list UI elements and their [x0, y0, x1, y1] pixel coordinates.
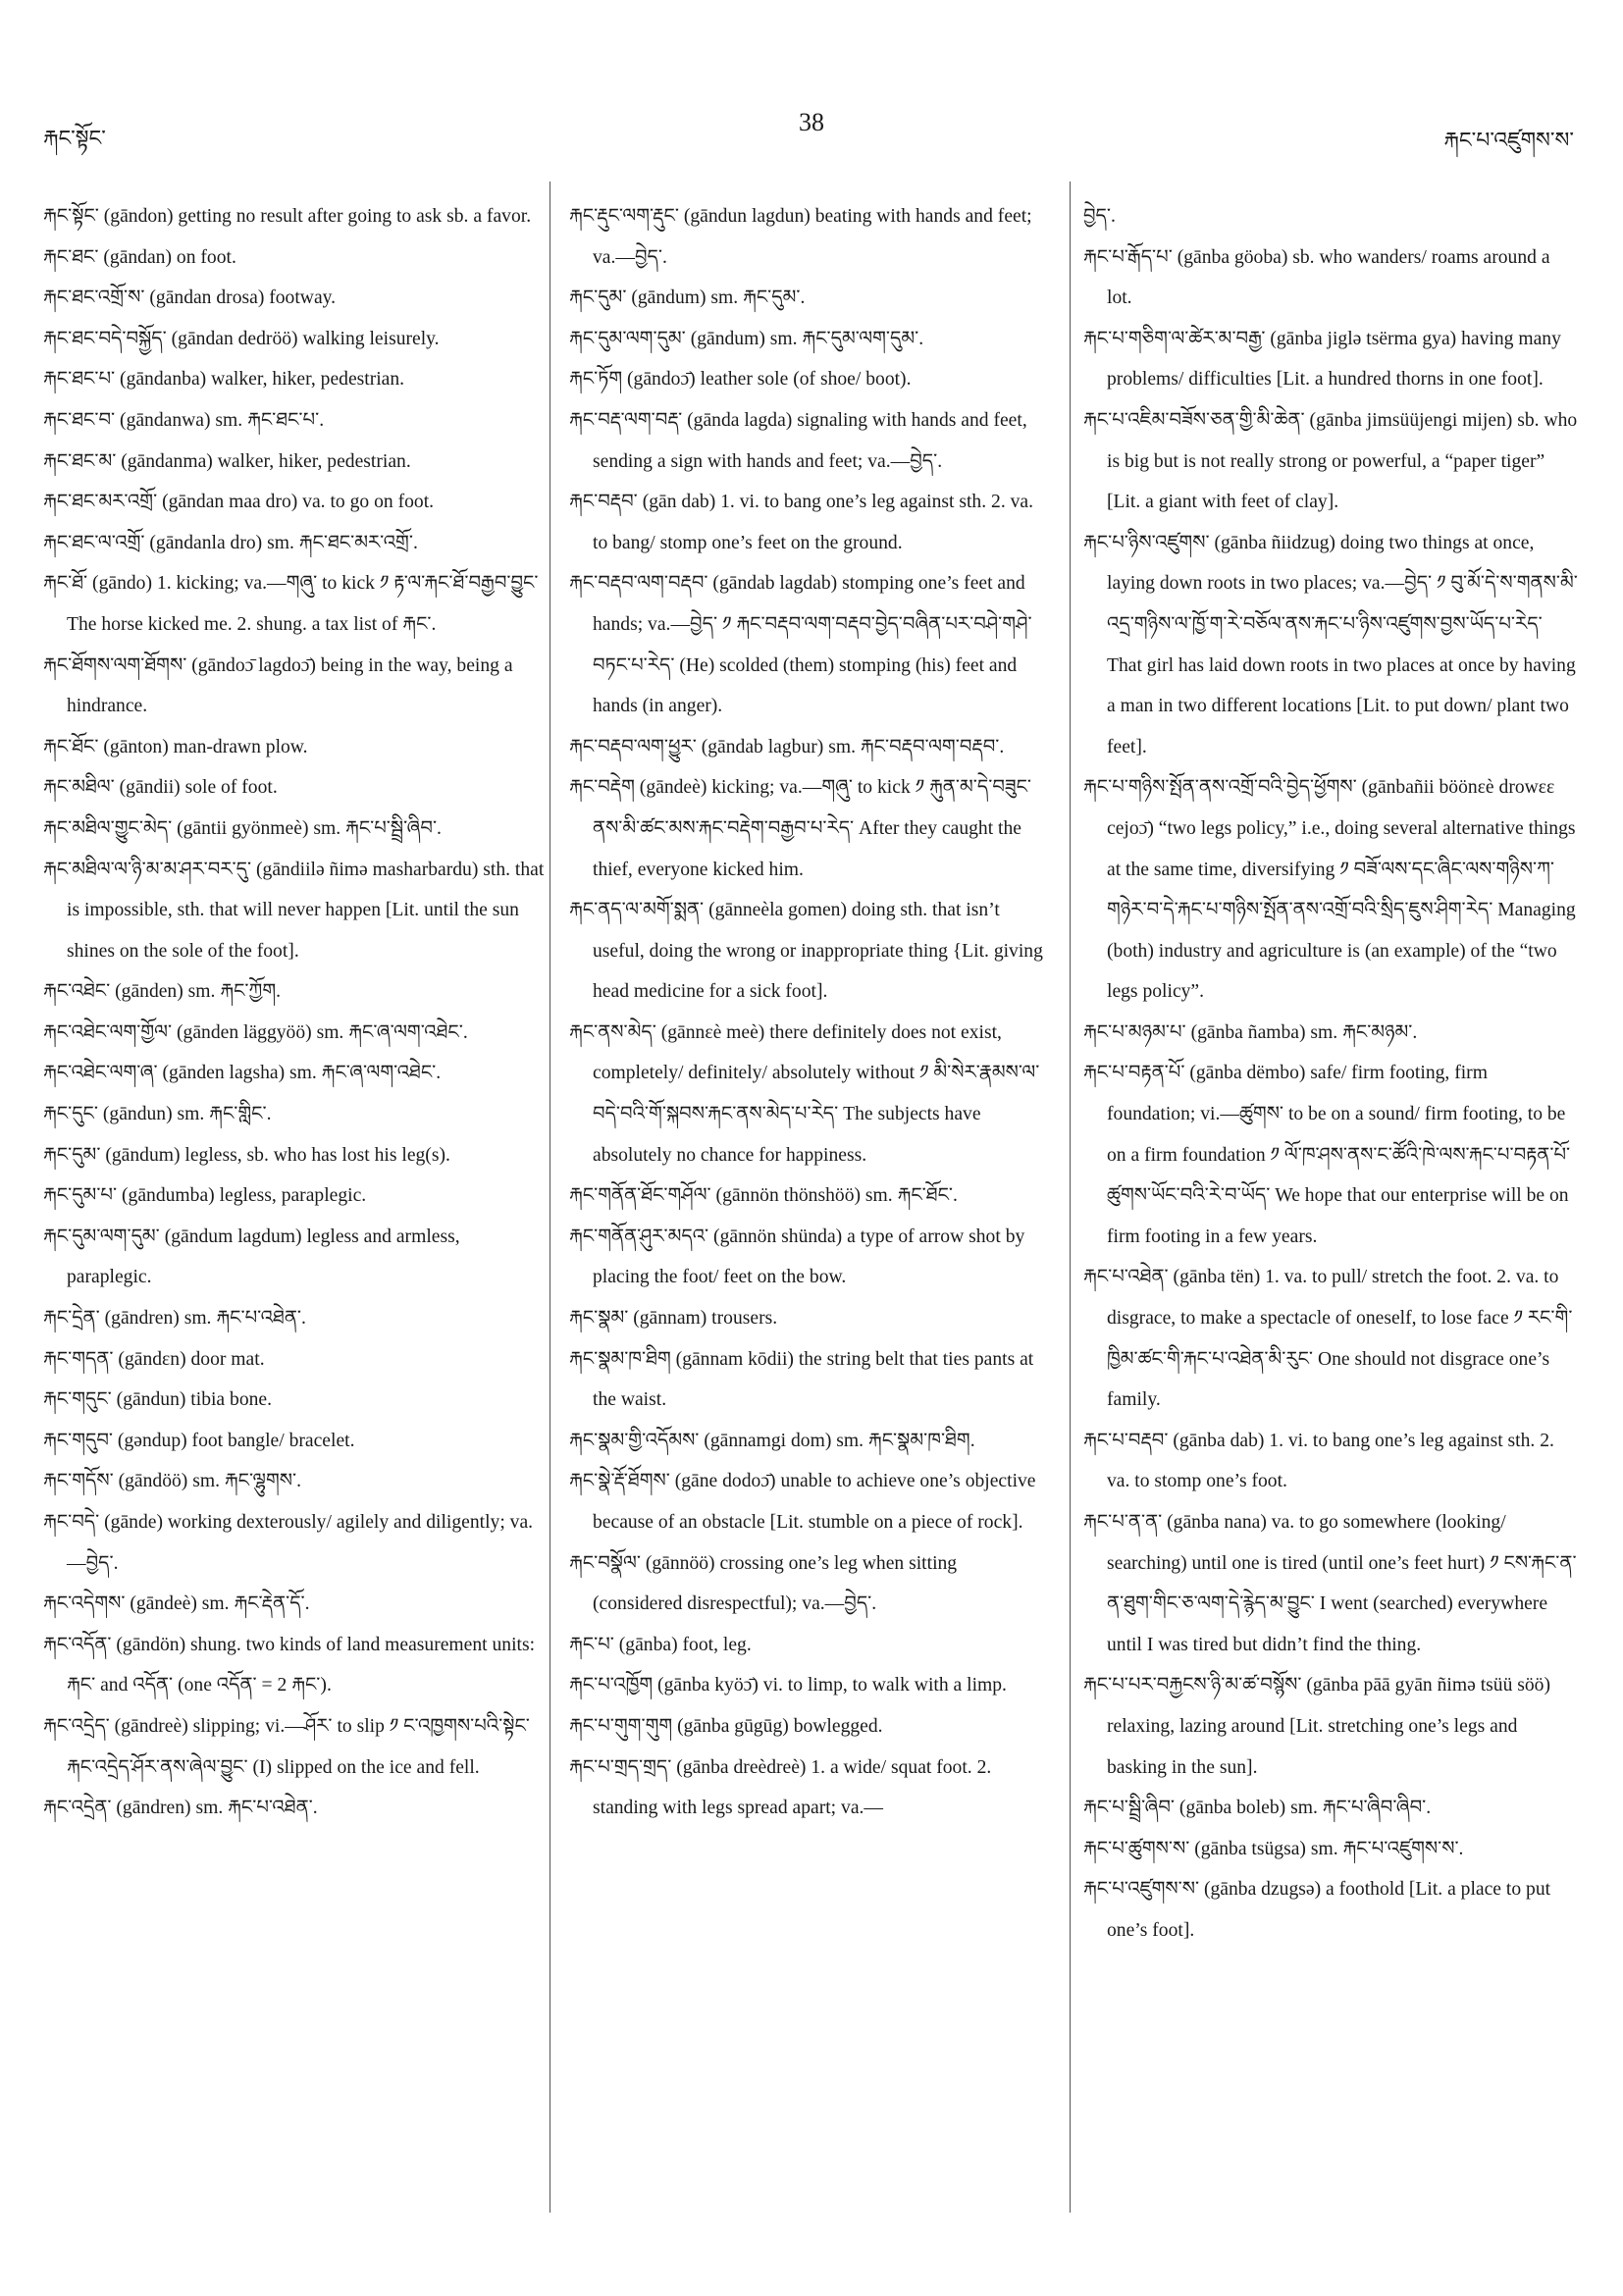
dictionary-entry: རྐང་པ་ན་ན་ (gānba nana) va. to go somewhere (looking/ searching) until one is tired (until one’s feet hurt) ༡ ངས་རྐང་ན་ན་ཐུག་གིང་ཅ་ལག་དེ་རྙེད་མ་བྱུང་ I went (searched) everywhere until I was tired but didn’t find the thing. — [1083, 1512, 1577, 1655]
dictionary-entry: རྐང་དུམ་ (gāndum) sm. རྐང་དུམ་. — [569, 287, 806, 309]
dictionary-entry: བྱེད་. — [1083, 206, 1116, 227]
dictionary-entry: རྐང་འཐེང་ལག་ཞ་ (gānden lagsha) sm. རྐང་ཞ་ལག་འཐེང་. — [43, 1063, 442, 1084]
dictionary-entry: རྐང་གདོས་ (gāndöö) sm. རྐང་ལྷུགས་. — [43, 1471, 301, 1492]
dictionary-entry: རྐང་གདུང་ (gāndun) tibia bone. — [43, 1389, 273, 1411]
dictionary-entry: རྐང་སྣེ་རྡོ་ཐོགས་ (gāne dodoɔ̄) unable to achieve one’s objective because of an obstacle [Lit. stumble on a piece of rock]. — [569, 1471, 1036, 1533]
dictionary-entry: རྐང་པ་འཁྱོག (gānba kyöɔ̄) vi. to limp, to walk with a limp. — [569, 1675, 1007, 1696]
dictionary-entry: རྐང་ཐང་བདེ་བསྐྱོད་ (gāndan dedröö) walking leisurely. — [43, 328, 440, 349]
dictionary-entry: རྐང་བརྡ་ལག་བརྡ་ (gānda lagda) signaling with hands and feet, sending a sign with hands and feet; va.—བྱེད་. — [569, 409, 1027, 472]
dictionary-entry: རྐང་གདུབ་ (gəndup) foot bangle/ bracelet. — [43, 1430, 355, 1451]
dictionary-entry: རྐང་དུང་ (gāndun) sm. རྐང་གླིང་. — [43, 1104, 272, 1125]
dictionary-entry: རྐང་དྲེན་ (gāndren) sm. རྐང་པ་འཐེན་. — [43, 1308, 306, 1330]
dictionary-entry: རྐང་པ་ཚུགས་ས་ (gānba tsügsa) sm. རྐང་པ་འཛུགས་ས་. — [1083, 1838, 1464, 1859]
dictionary-entry: རྐང་བདེ་ (gānde) working dexterously/ agilely and diligently; va.—བྱེད་. — [43, 1512, 534, 1574]
dictionary-entry: རྐང་བརྡེག (gāndeè) kicking; va.—གཞུ་ to kick ༡ རྐུན་མ་དེ་བཟུང་ནས་མི་ཚང་མས་རྐང་བརྡེག་བརྒྱབ་པ་རེད་ After they caught the thief, everyone kicked him. — [569, 777, 1032, 880]
dictionary-entry: རྐང་སྣམ་ཁ་ཐིག (gānnam kōdii) the string belt that ties pants at the waist. — [569, 1348, 1034, 1411]
dictionary-entry: རྐང་མཐིལ་ལ་ཉི་མ་མ་ཤར་བར་དུ་ (gāndiilə ñimə masharbardu) sth. that is impossible, sth. that will never happen [Lit. until the sun shines on the sole of the foot]. — [43, 859, 545, 962]
dictionary-entry: རྐང་འདེགས་ (gāndeè) sm. རྐང་རྡེན་དོ་. — [43, 1593, 310, 1615]
dictionary-entry: རྐང་དུམ་ལག་དུམ་ (gāndum lagdum) legless and armless, paraplegic. — [43, 1226, 460, 1288]
dictionary-entry: རྐང་པ་གྲད་གྲད་ (gānba dreèdreè) 1. a wide/ squat foot. 2. standing with legs spread apart; va.— — [569, 1756, 992, 1819]
dictionary-entry: རྐང་པ་འཇིམ་བཟོས་ཅན་གྱི་མི་ཆེན་ (gānba jimsüüjengi mijen) sb. who is big but is not really strong or powerful, a “paper tiger” [Lit. a giant with feet of clay]. — [1083, 409, 1578, 513]
dictionary-entry: རྐང་ཐང་མར་འགྲོ་ (gāndan maa dro) va. to go on foot. — [43, 492, 435, 513]
dictionary-entry: རྐང་བརྡབ་ལག་ཕྱུར་ (gāndab lagbur) sm. རྐང་བརྡབ་ལག་བརྡབ་. — [569, 736, 1005, 757]
column-2 — [569, 196, 1045, 2267]
dictionary-entry: རྐང་ནས་མེད་ (gānnɛè meè) there definitely does not exist, completely/ definitely/ absolutely without ༡ མི་སེར་རྣམས་ལ་བདེ་བའི་གོ་སྐབས་རྐང་ནས་མེད་པ་རེད་ The subjects have absolutely no chance for happiness. — [569, 1021, 1040, 1166]
dictionary-entry: རྐང་ཐང་ (gāndan) on foot. — [43, 246, 236, 268]
dictionary-entry: རྐང་པ་གཅིག་ལ་ཚེར་མ་བརྒྱ་ (gānba jiglə tsërma gya) having many problems/ difficulties [Lit. a hundred thorns in one foot]. — [1083, 328, 1561, 391]
dictionary-entry: རྐང་ཐང་འགྲོ་ས་ (gāndan drosa) footway. — [43, 287, 337, 309]
column-1 — [43, 196, 546, 2267]
dictionary-entry: རྐང་པ་བརྡབ་ (gānba dab) 1. vi. to bang one’s leg against sth. 2. va. to stomp one’s foot. — [1083, 1430, 1554, 1492]
dictionary-entry: རྐང་བརྡབ་ (gān dab) 1. vi. to bang one’s leg against sth. 2. va. to bang/ stomp one’s feet on the ground. — [569, 492, 1034, 553]
dictionary-entry: རྐང་བསྣོལ་ (gānnöö) crossing one’s leg when sitting (considered disrespectful); va.—བྱེད་. — [569, 1552, 958, 1615]
dictionary-entry: རྐང་ཐོགས་ལག་ཐོགས་ (gāndoɔ̄ lagdoɔ̄) being in the way, being a hindrance. — [43, 654, 513, 717]
dictionary-entry: རྐང་ཐང་མ་ (gāndanma) walker, hiker, pedestrian. — [43, 450, 411, 472]
dictionary-entry: རྐང་པ་སྦྲི་ཞིབ་ (gānba boleb) sm. རྐང་པ་ཞིབ་ཞིབ་. — [1083, 1798, 1432, 1819]
dictionary-entry: རྐང་ནད་ལ་མགོ་སྨན་ (gānneèla gomen) doing sth. that isn’t useful, doing the wrong or inappropriate thing {Lit. giving head medicine for a sick foot]. — [569, 900, 1043, 1003]
dictionary-entry: རྐང་འཐེང་ལག་གྱོལ་ (gānden läggyöö) sm. རྐང་ཞ་ལག་འཐེང་. — [43, 1021, 468, 1043]
column-divider — [1070, 182, 1071, 2213]
dictionary-entry: རྐང་འདྲེན་ (gāndren) sm. རྐང་པ་འཐེན་. — [43, 1798, 318, 1819]
dictionary-entry: རྐང་པ་ཉིས་འཛུགས་ (gānba ñiidzug) doing two things at once, laying down roots in two places; va.—བྱེད་ ༡ བུ་མོ་དེ་ས་གནས་མི་འདྲ་གཉིས་ལ་ཁྱོ་ག་རེ་བཅོལ་ནས་རྐང་པ་ཉིས་འཛུགས་བྱས་ཡོད་པ་རེད་ That girl has laid down roots in two places at once by having a man in two different locations [Lit. to put down/ plant two feet]. — [1083, 532, 1578, 757]
dictionary-entry: རྐང་སྣམ་གྱི་འདོམས་ (gānnamgi dom) sm. རྐང་སྣམ་ཁ་ཐིག. — [569, 1430, 975, 1451]
dictionary-entry: རྐང་པ་རྒོད་པ་ (gānba göoba) sb. who wanders/ roams around a lot. — [1083, 246, 1550, 309]
dictionary-entry: རྐང་མཐིལ་ (gāndii) sole of foot. — [43, 777, 278, 799]
dictionary-entry: རྐང་གནོན་ཤུར་མདའ་ (gānnön shünda) a type of arrow shot by placing the foot/ feet on the bow. — [569, 1226, 1025, 1288]
dictionary-entry: རྐང་ཐང་ལ་འགྲོ་ (gāndanla dro) sm. རྐང་ཐང་མར་འགྲོ་. — [43, 532, 418, 553]
dictionary-entry: རྐང་པ་མཉམ་པ་ (gānba ñamba) sm. རྐང་མཉམ་. — [1083, 1021, 1418, 1043]
dictionary-entry: རྐང་པ་འཛུགས་ས་ (gānba dzugsə) a foothold [Lit. a place to put one’s foot]. — [1083, 1879, 1551, 1941]
dictionary-entry: རྐང་སྟོང་ (gāndon) getting no result after going to ask sb. a favor. — [43, 206, 532, 227]
dictionary-entry: རྐང་པ་པར་བརྐྱངས་ཉི་མ་ཚ་བསྙོས་ (gānba pāā gyān ñimə tsüü söö) relaxing, lazing around [Lit. stretching one’s legs and basking in the sun]. — [1083, 1675, 1551, 1778]
page-number: 38 — [799, 108, 824, 136]
dictionary-entry: རྐང་དུམ་ལག་དུམ་ (gāndum) sm. རྐང་དུམ་ལག་དུམ་. — [569, 328, 924, 349]
dictionary-entry: རྐང་པ་འཐེན་ (gānba tën) 1. va. to pull/ stretch the foot. 2. va. to disgrace, to make a spectacle of oneself, to lose face ༡ རང་གི་ཁྱིམ་ཚང་གི་རྐང་པ་འཐེན་མི་རུང་ One should not disgrace one’s family. — [1083, 1267, 1573, 1411]
running-head-left: རྐང་སྟོང་ — [43, 126, 106, 150]
dictionary-entry: རྐང་བརྡབ་ལག་བརྡབ་ (gāndab lagdab) stomping one’s feet and hands; va.—བྱེད་ ༡ རྐང་བརྡབ་ལག་བརྡབ་བྱེད་བཞིན་པར་བཤེ་གཤེ་བཏང་པ་རེད་ (He) scolded (them) stomping (his) feet and hands (in anger). — [569, 573, 1032, 717]
dictionary-entry: རྐང་འཐེང་ (gānden) sm. རྐང་ཀྱོག. — [43, 981, 282, 1003]
dictionary-entry: རྐང་ཐང་པ་ (gāndanba) walker, hiker, pedestrian. — [43, 369, 405, 391]
running-head-right: རྐང་པ་འཛུགས་ས་ — [1443, 128, 1574, 152]
dictionary-entry: རྐང་རྡུང་ལག་རྡུང་ (gāndun lagdun) beating with hands and feet; va.—བྱེད་. — [569, 206, 1032, 268]
dictionary-entry: རྐང་གདན་ (gāndɛn) door mat. — [43, 1348, 265, 1370]
dictionary-entry: རྐང་པ་གུག་གུག (gānba gūgūg) bowlegged. — [569, 1715, 883, 1737]
dictionary-entry: རྐང་དུམ་ (gāndum) legless, sb. who has lost his leg(s). — [43, 1144, 450, 1166]
dictionary-entry: རྐང་དུམ་པ་ (gāndumba) legless, paraplegic. — [43, 1185, 367, 1207]
dictionary-entry: རྐང་འདྲེད་ (gāndreè) slipping; vi.—ཤོར་ to slip ༡ ང་འཁྱགས་པའི་སྟེང་རྐང་འདྲེད་ཤོར་ནས་ཞེལ་བྱུང་ (I) slipped on the ice and fell. — [43, 1715, 530, 1778]
column-3 — [1083, 196, 1579, 2267]
dictionary-entry: རྐང་པ་བརྟན་པོ་ (gānba dëmbo) safe/ firm footing, firm foundation; vi.—ཚུགས་ to be on a sound/ firm footing, to be on a firm foundation ༡ ལོ་ཁ་ཤས་ནས་ང་ཚོའི་ཁེ་ལས་རྐང་པ་བརྟན་པོ་ཚུགས་ཡོང་བའི་རེ་བ་ཡོད་ We hope that our enterprise will be on firm footing in a few years. — [1083, 1063, 1571, 1247]
dictionary-entry: རྐང་ཐང་བ་ (gāndanwa) sm. རྐང་ཐང་པ་. — [43, 409, 325, 431]
dictionary-entry: རྐང་འདོན་ (gāndön) shung. two kinds of land measurement units: རྐང་ and འདོན་ (one འདོན་ = 2 རྐང་). — [43, 1634, 536, 1696]
dictionary-entry: རྐང་གནོན་ཐོང་གཤོལ་ (gānnön thönshöö) sm. རྐང་ཐོང་. — [569, 1185, 958, 1207]
dictionary-entry: རྐང་པ་གཉིས་སྤོན་ནས་འགྲོ་བའི་བྱེད་ཕྱོགས་ (gānbañii böönɛè drowɛɛ cejoɔ̄) “two legs policy,” i.e., doing several alternative things at the same time, diversifying ༡ བཟོ་ལས་དང་ཞིང་ལས་གཉིས་ཀ་གཉེར་བ་དེ་རྐང་པ་གཉིས་སྤོན་ནས་འགྲོ་བའི་སྲིད་ཇུས་ཤིག་རེད་ Managing (both) industry and agriculture is (an example) of the “two legs policy”. — [1083, 777, 1576, 1003]
dictionary-entry: རྐང་པ་ (gānba) foot, leg. — [569, 1634, 752, 1655]
dictionary-entry: རྐང་ཏོག (gāndoɔ̄) leather sole (of shoe/ boot). — [569, 369, 912, 391]
dictionary-entry: རྐང་སྣམ་ (gānnam) trousers. — [569, 1308, 778, 1330]
dictionary-entry: རྐང་ཐོ་ (gāndo) 1. kicking; va.—གཞུ་ to kick ༡ རྟ་ལ་རྐང་ཐོ་བརྒྱབ་བྱུང་ The horse kicked me. 2. shung. a tax list of རྐང་. — [43, 573, 539, 635]
dictionary-entry: རྐང་མཐིལ་གྱུང་མེད་ (gāntii gyönmeè) sm. རྐང་པ་སྦྲི་ཞིབ་. — [43, 817, 442, 839]
dictionary-entry: རྐང་ཐོང་ (gānton) man-drawn plow. — [43, 736, 308, 757]
